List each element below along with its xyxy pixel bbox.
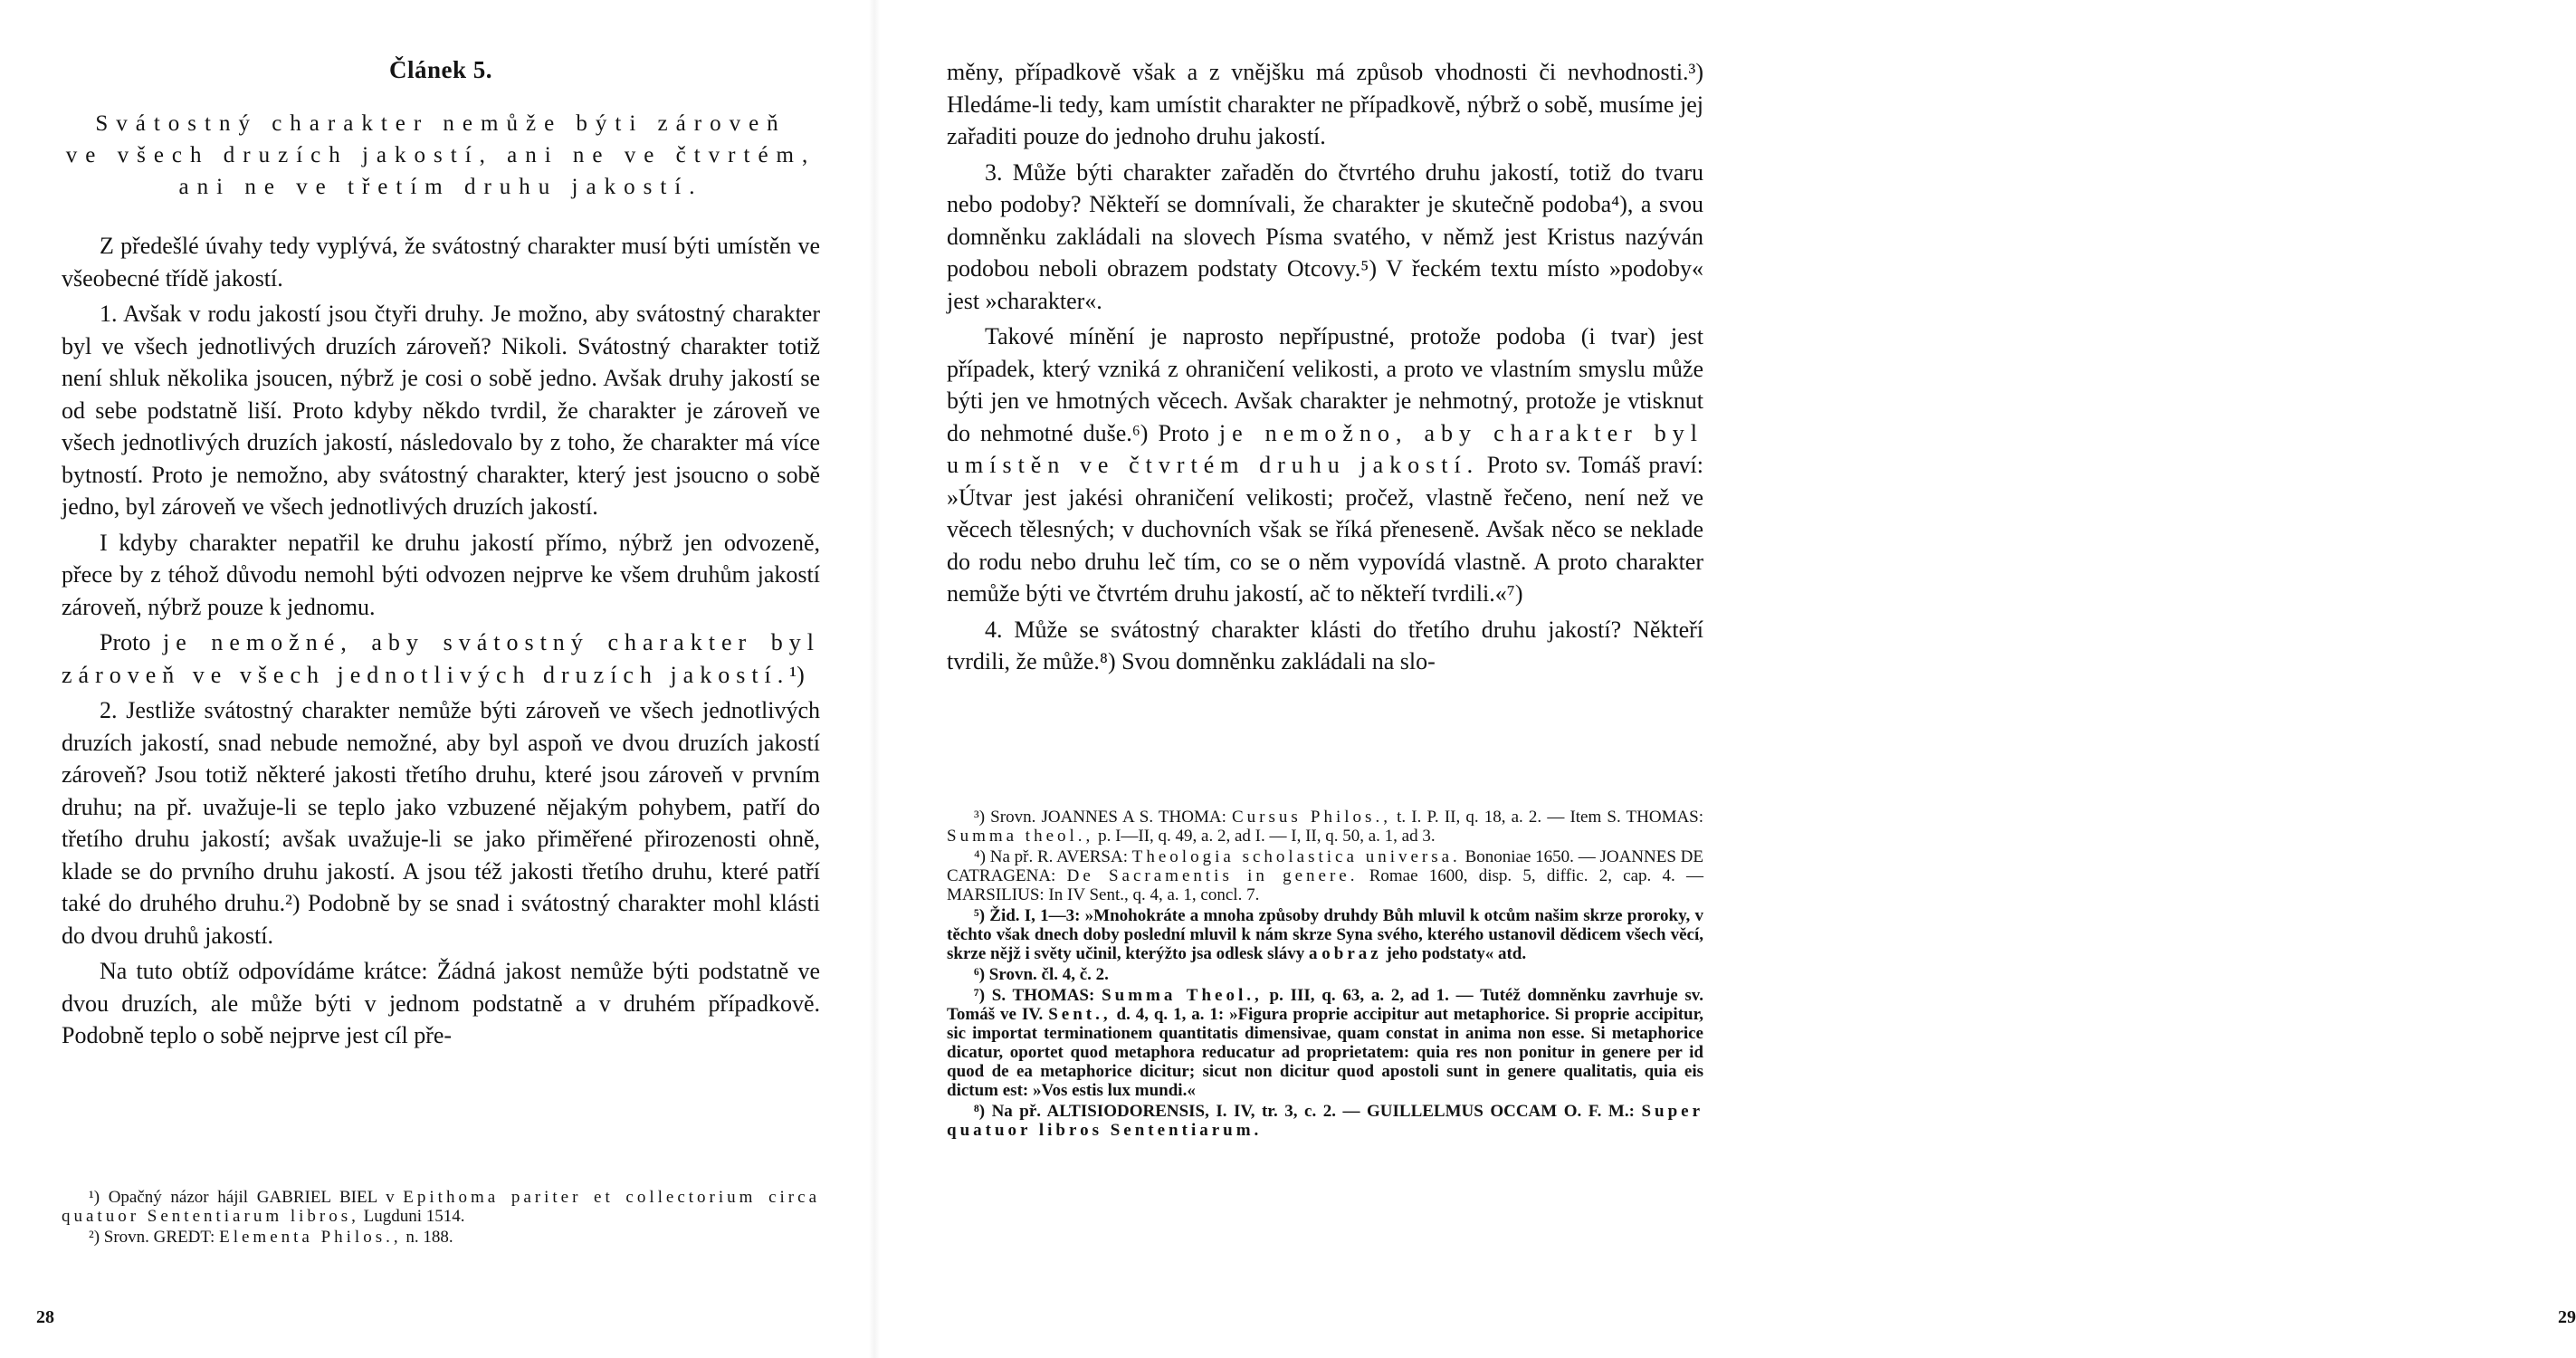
footnote-text: Opačný názor hájil GABRIEL BIEL v [108,1188,395,1207]
paragraph-part: Proto sv. Tomáš praví: »Útvar jest jakési ohraničení velikosti; pročež, vlastně řečeno, není než ve věcech tělesných; v duchovních však se říká přeneseně. Avšak něco se neklade do rodu nebo druhu leč tím, co se o něm vypovídá vlastně. A proto charakter nemůže býti ve čtvrtém druhu jakostí, ač to někteří tvrdili.«⁷) [947,452,1704,607]
footnote-tail: t. I. P. II, q. 18, a. 2. — Item S. THOMAS: [1397,808,1704,827]
footnote-ref: ¹) [789,661,805,688]
footnote-title: Summa theol., [947,827,1094,846]
right-main-text [947,56,1703,682]
footnote-text: Srovn. GREDT: [103,1228,215,1247]
conclusion-lead: Proto [100,629,151,655]
paragraph-part: Takové mínění je naprosto nepřípustné, protože podoba (i tvar) jest případek, který vzniká z ohraničení velikosti, a proto ve vlastním smyslu může býti jen ve hmotných věcech. Avšak charakter je nehmotný, protože je vtisknut do nehmotné duše.⁶) Proto [947,323,1703,446]
footnote-text: S. THOMAS: [991,986,1095,1005]
footnote-text: Srovn. JOANNES A S. THOMA: [990,808,1226,827]
paragraph: Na tuto obtíž odpovídáme krátce: Žádná jakost nemůže býti podstatně ve dvou druzích, ale může býti v jednom podstatně a v druhém případkově. Podobně teplo o sobě nejprve jest cíl pře- [62,958,820,1048]
paragraph: 2. Jestliže svátostný charakter nemůže býti zároveň ve všech jednotlivých druzích jakostí, snad nebude nemožné, aby byl aspoň ve dvou druzích jakostí zároveň? Jsou totiž některé jakosti třetího druhu, které jsou zároveň v prvním druhu; na př. uvažuje-li se teplo jako vzbuzené nějakým pohybem, patří do třetího druhu jakostí; avšak uvažuje-li se jako přiměřené přirozenosti ohně, klade se do prvního druhu jakostí. A jsou též jakosti třetího druhu, které patří také do druhého druhu.²) Podobně by se snad i svátostný charakter mohl klásti do dvou druhů jakostí. [62,697,820,949]
footnote-text: Žid. I, 1—3: »Mnohokráte a mnoha způsoby druhdy Bůh mluvil k otcům našim skrze proroky, v těchto však dnech doby poslední mluvil k nám skrze Syna svého, kteréhо ustanovil dědicem všech věcí, skrze nějž i světy učinil, kterýžto jsa odlesk slávy a [947,906,1704,963]
footnote-mark: ³) [974,808,986,827]
footnote-tail: d. 4, q. 1, a. 1: »Figura proprie accipitur aut metaphorice. Si proprie accipitur, sic importat terminationem quantitatis dimensivae, quam constat in anima non esse. Si metaphorice dicatur, oportet quod metaphora reducatur ad proprietatem: quia res non ponitur in genere per id quod de ea metaphorice dicitur; sicut non dicitur quod apostoli sunt in genere qualitatis, quia eis dictum est: »Vos estis lux mundi.« [947,1005,1704,1100]
footnote-mark: ⁴) [974,847,986,866]
subtitle-line: ve všech druzích jakostí, ani ne ve čtvrtém, [65,143,816,167]
footnote [62,1188,820,1226]
paragraph: I kdyby charakter nepatřil ke druhu jakostí přímo, nýbrž jen odvozeně, přece by z téhož důvodu nemohl býti odvozen nejprve ke všem druhům jakostí zároveň, nýbrž pouze k jednomu. [62,529,820,620]
paragraph: 4. Může se svátostný charakter klásti do třetího druhu jakostí? Někteří tvrdili, že může.⁸) Svou domněnku zakládali na slo- [947,616,1703,674]
footnote-tail: Bononiae 1650. — JOANNES DE CATRAGENA: [947,847,1704,885]
subtitle-line: ani ne ve třetím druhu jakostí. [178,175,703,199]
paragraph: 3. Může býti charakter zařaděn do čtvrtého druhu jakostí, totiž do tvaru nebo podoby? Někteří se domnívali, že charakter je skutečně podoba⁴), a svou domněnku zakládali na slovech Písma svatého, v němž jest Kristus nazýván podobou neboli obrazem podstaty Otcovy.⁵) V řeckém textu místo »podoby« jest »charakter«. [947,158,1703,314]
footnote-tail: p. I—II, q. 49, a. 2, ad I. — I, II, q. 50, a. 1, ad 3. [1098,827,1436,846]
page-number: 29 [2558,1307,2576,1327]
left-footnotes [62,1188,820,1248]
conclusion-emphasis: je nemožné, aby svátostný charakter byl zároveň ve všech jednotlivých druzích jakostí. [62,629,821,688]
footnote-mark: ¹) [89,1188,100,1207]
footnote-title: De Sacramentis in genere. [1066,866,1359,885]
footnote-title: Summa Theol., [1102,986,1263,1005]
footnote-title: Elementa Philos., [219,1228,402,1247]
footnote [62,1228,820,1247]
page-number: 28 [36,1307,54,1327]
footnote-tail: Romae 1600, disp. 5, diffic. 2, cap. 4. — MARSILIUS: In IV Sent., q. 4, a. 1, concl. 7. [947,866,1704,904]
footnote-title: Epithoma pariter et collectorium circa quatuor Sententiarum libros, [62,1188,821,1226]
right-footnotes [947,808,1703,1142]
footnote-mark: ⁸) [974,1102,986,1121]
left-main-text [62,56,820,1056]
footnote-tail: p. III, q. 63, a. 2, ad 1. — Tutéž domněnku zavrhuje sv. Tomáš ve IV. [947,986,1704,1024]
footnote-title: Sent., [1048,1005,1111,1024]
footnote [947,965,1703,984]
footnote [947,986,1703,1100]
footnote-title: Super quatuor libros Sententiarum. [947,1102,1704,1140]
paragraph-emphasis: je nemožno, aby charakter byl umístěn ve čtvrtém druhu jakostí. [947,419,1704,478]
paragraph: 1. Avšak v rodu jakostí jsou čtyři druhy. Je možno, aby svátostný charakter byl ve všech jednotlivých druzích zároveň? Nikoli. Svátostný charakter totiž není shluk několika jsoucen, nýbrž je cosi o sobě jedno. Avšak druhy jakostí se od sebe podstatně liší. Proto kdyby někdo tvrdil, že charakter je zároveň ve všech jednotlivých druzích jakostí, následovalo by z toho, že charakter má více bytností. Proto je nemožno, aby svátostný charakter, který jest jsoucno o sobě jedno, byl zároveň ve všech jednotlivých druzích jakostí. [62,301,820,520]
footnote-tail: jeho podstaty« atd. [1386,944,1527,963]
footnote [947,1102,1703,1140]
right-page [874,0,2576,1358]
footnote [947,847,1703,904]
footnote-mark: ²) [89,1228,100,1247]
subtitle-line: Svátostný charakter nemůže býti zároveň [95,111,787,136]
footnote-mark: ⁷) [974,986,986,1005]
footnote [947,808,1703,846]
footnote-text: Na př. ALTISIODORENSIS, I. IV, tr. 3, c. 2. — GUILLELMUS OCCAM O. F. M.: [991,1102,1635,1121]
paragraph [947,320,1703,610]
footnote-title: Theologia scholastica universa. [1131,847,1461,866]
footnote [947,906,1703,963]
footnote-tail: n. 188. [405,1228,453,1247]
footnote-mark: ⁵) [974,906,986,925]
left-page [0,0,874,1358]
conclusion-paragraph [62,626,820,691]
footnote-tail: Lugduni 1514. [363,1207,465,1226]
paragraph: Z předešlé úvahy tedy vyplývá, že svátostný charakter musí býti umístěn ve všeobecné třídě jakostí. [62,233,820,292]
footnote-text: Na př. R. AVERSA: [989,847,1128,866]
footnote-text: Srovn. čl. 4, č. 2. [988,965,1109,984]
article-subtitle [62,108,820,203]
footnote-title: obraz [1321,944,1382,963]
footnote-title: Cursus Philos., [1232,808,1391,827]
article-heading: Článek 5. [388,56,493,83]
footnote-mark: ⁶) [974,965,986,984]
paragraph: měny, případkově však a z vnějšku má způsob vhodnosti či nevhodnosti.³) Hledáme-li tedy, kam umístit charakter ne případkově, nýbrž o sobě, musíme jej zařaditi pouze do jednoho druhu jakostí. [947,59,1703,149]
